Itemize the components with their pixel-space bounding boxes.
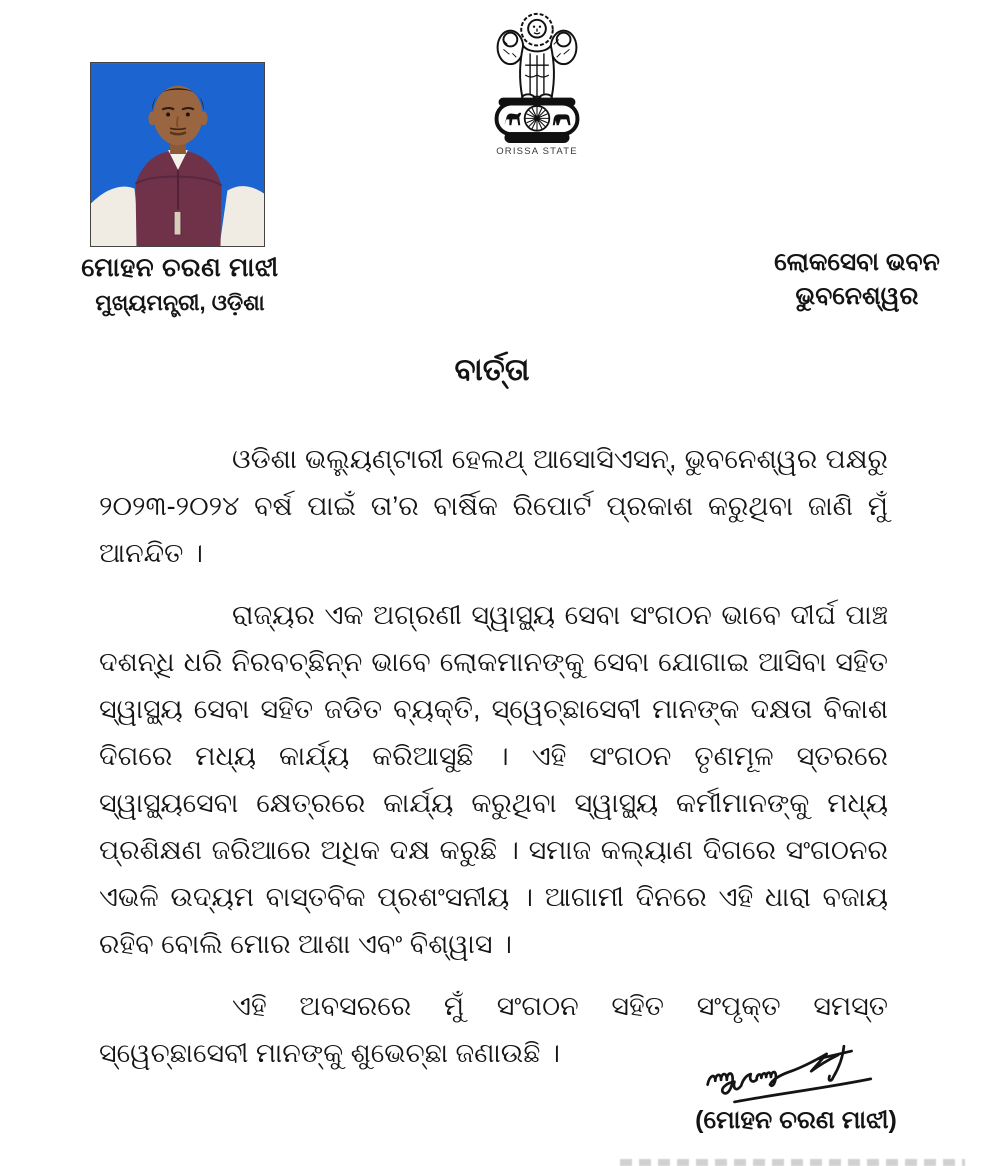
address-line2: ଭୁବନେଶ୍ୱର <box>795 282 919 310</box>
portrait-illustration <box>91 63 264 246</box>
sender-block <box>38 252 322 316</box>
letter-body <box>99 436 888 1092</box>
letter-heading: ବାର୍ତ୍ତା <box>454 352 530 387</box>
signatory-name: (ମୋହନ ଚରଣ ମାଝୀ) <box>695 1106 897 1134</box>
cropped-text-artifact <box>620 1159 965 1166</box>
handwritten-signature <box>698 1044 890 1108</box>
lion-capital-icon <box>489 6 585 144</box>
sender-name: ମୋହନ ଚରଣ ମାଝୀ <box>81 252 279 282</box>
paragraph-2: ରାଜ୍ୟର ଏକ ଅଗ୍ରଣୀ ସ୍ୱାସ୍ଥ୍ୟ ସେବା ସଂଗଠନ ଭାବେ ଦୀର୍ଘ ପାଞ୍ଚ ଦଶନ୍ଧି ଧରି ନିରବଚ୍ଛିନ୍ନ ଭାବେ ଲୋକମାନଙ୍କୁ ସେବା ଯୋଗାଇ ଆସିବା ସହିତ ସ୍ୱାସ୍ଥ୍ୟ ସେବା ସହିତ ଜଡିତ ବ୍ୟକ୍ତି, ସ୍ୱେଚ୍ଛାସେବୀ ମାନଙ୍କ ଦକ୍ଷତା ବିକାଶ ଦିଗରେ ମଧ୍ୟ କାର୍ଯ୍ୟ କରିଆସୁଛି । ଏହି ସଂଗଠନ ତୃଣମୂଳ ସ୍ତରରେ ସ୍ୱାସ୍ଥ୍ୟସେବା କ୍ଷେତ୍ରରେ କାର୍ଯ୍ୟ କରୁଥିବା ସ୍ୱାସ୍ଥ୍ୟ କର୍ମୀମାନଙ୍କୁ ମଧ୍ୟ ପ୍ରଶିକ୍ଷଣ ଜରିଆରେ ଅଧିକ ଦକ୍ଷ କରୁଛି । ସମାଜ କଲ୍ୟାଣ ଦିଗରେ ସଂଗଠନର ଏଭଳି ଉଦ୍ୟମ ବାସ୍ତବିକ ପ୍ରଶଂସନୀୟ । ଆଗାମୀ ଦିନରେ ଏହି ଧାରା ବଜାୟ ରହିବ ବୋଲି ମୋର ଆଶା ଏବଂ ବିଶ୍ୱାସ । <box>99 600 888 959</box>
paragraph-3: ଏହି ଅବସରରେ ମୁଁ ସଂଗଠନ ସହିତ ସଂପୃକ୍ତ ସମସ୍ତ ସ୍ୱେଚ୍ଛାସେବୀ ମାନଙ୍କୁ ଶୁଭେଚ୍ଛା ଜଣାଉଛି । <box>99 991 888 1068</box>
state-emblem <box>487 6 587 157</box>
address-line1: ଲୋକସେବା ଭବନ <box>774 248 940 276</box>
paragraph-1: ଓଡିଶା ଭଲ୍ୟୁଣ୍ଟାରୀ ହେଲଥ୍ ଆସୋସିଏସନ୍, ଭୁବନେଶ୍ୱର ପକ୍ଷରୁ ୨୦୨୩-୨୦୨୪ ବର୍ଷ ପାଇଁ ତା’ର ବାର୍ଷିକ ରିପୋର୍ଟ ପ୍ରକାଶ କରୁଥିବା ଜାଣି ମୁଁ ଆନନ୍ଦିତ । <box>99 444 888 568</box>
address-block <box>742 248 972 311</box>
emblem-caption: ORISSA STATE <box>496 146 578 157</box>
sender-title: ମୁଖ୍ୟମନ୍ତ୍ରୀ, ଓଡ଼ିଶା <box>95 290 265 315</box>
cm-portrait-photo <box>90 62 265 247</box>
